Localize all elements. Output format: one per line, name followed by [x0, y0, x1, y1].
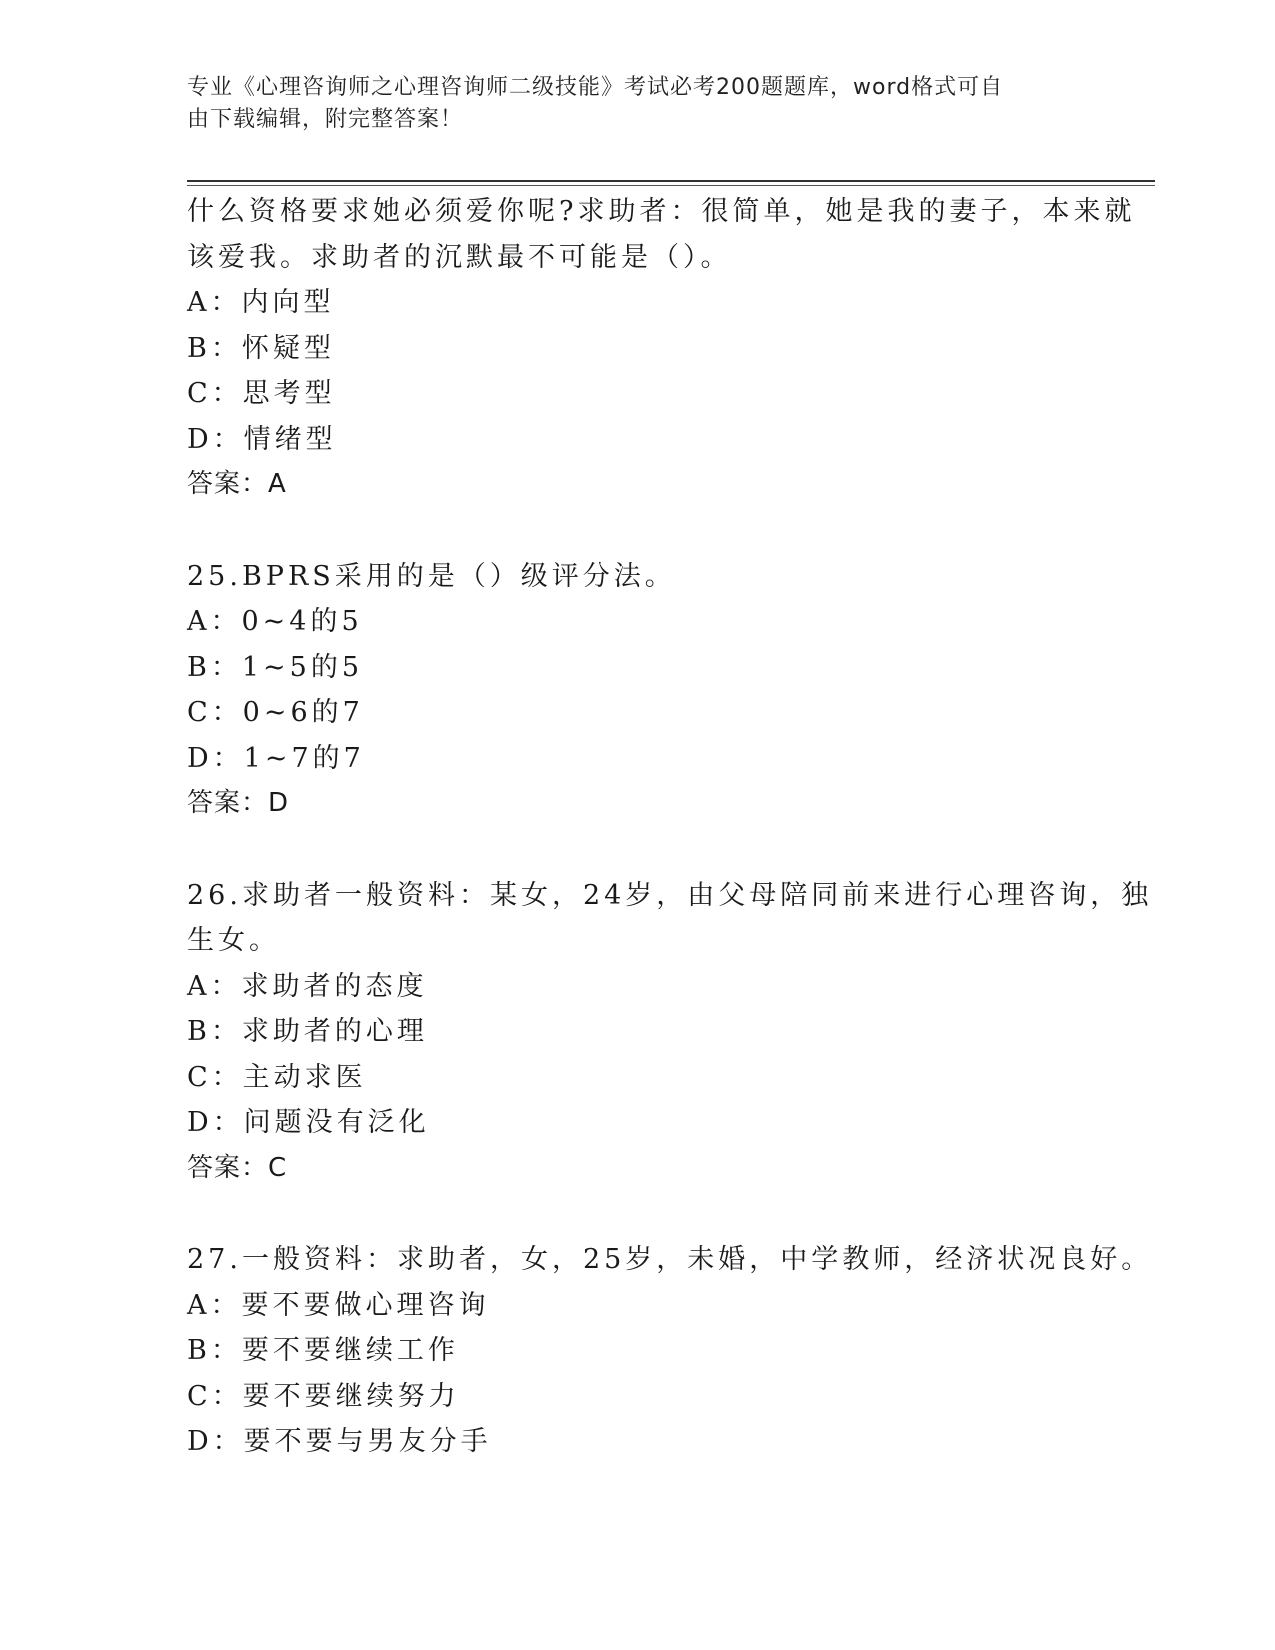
header-divider-thick [187, 180, 1155, 182]
question-content [187, 189, 1153, 1465]
answer-text: 答案：D [187, 788, 290, 818]
question-25 [187, 554, 1087, 827]
option-b: B：要不要继续工作 [187, 1335, 459, 1366]
option-c: C：要不要继续努力 [187, 1380, 460, 1412]
header-line-2: 由下载编辑，附完整答案！ [187, 107, 464, 132]
option-b: B：怀疑型 [187, 332, 335, 364]
option-d: D：1~7的7 [187, 742, 365, 774]
question-text-line: 生女。 [187, 925, 280, 956]
question-text-line: 26.求助者一般资料：某女，24岁，由父母陪同前来进行心理咨询，独 [187, 879, 1153, 911]
option-a: A：要不要做心理咨询 [187, 1289, 490, 1321]
question-text-line: 27.一般资料：求助者，女，25岁，未婚，中学教师，经济状况良好。 [187, 1244, 1153, 1275]
question-text-line: 什么资格要求她必须爱你呢?求助者：很简单，她是我的妻子，本来就 [187, 196, 1136, 227]
option-c: C：思考型 [187, 378, 336, 409]
question-spacer [187, 1191, 1087, 1237]
option-d: D：要不要与男友分手 [187, 1426, 492, 1457]
question-26 [187, 873, 1153, 1192]
option-a: A：内向型 [187, 287, 335, 318]
question-text-line: 25.BPRS采用的是（）级评分法。 [187, 560, 676, 592]
option-c: C：0~6的7 [187, 697, 364, 728]
option-d: D：问题没有泛化 [187, 1107, 430, 1138]
option-d: D：情绪型 [187, 423, 337, 455]
option-a: A：0~4的5 [187, 606, 363, 637]
option-a: A：求助者的态度 [187, 970, 428, 1002]
option-b: B：求助者的心理 [187, 1016, 428, 1047]
answer-text: 答案：C [187, 1152, 288, 1183]
question-spacer [187, 827, 1087, 873]
question-spacer [187, 508, 1087, 554]
answer-text: 答案：A [187, 469, 287, 499]
option-c: C：主动求医 [187, 1061, 367, 1093]
question-text-line: 该爱我。求助者的沉默最不可能是（）。 [187, 241, 732, 273]
header-divider-thin [187, 185, 1155, 186]
document-header [187, 72, 1067, 136]
header-line-1: 专业《心理咨询师之心理咨询师二级技能》考试必考200题题库，word格式可自 [187, 75, 1004, 100]
option-b: B：1~5的5 [187, 651, 363, 683]
question-24 [187, 189, 1136, 508]
question-27 [187, 1237, 1153, 1465]
